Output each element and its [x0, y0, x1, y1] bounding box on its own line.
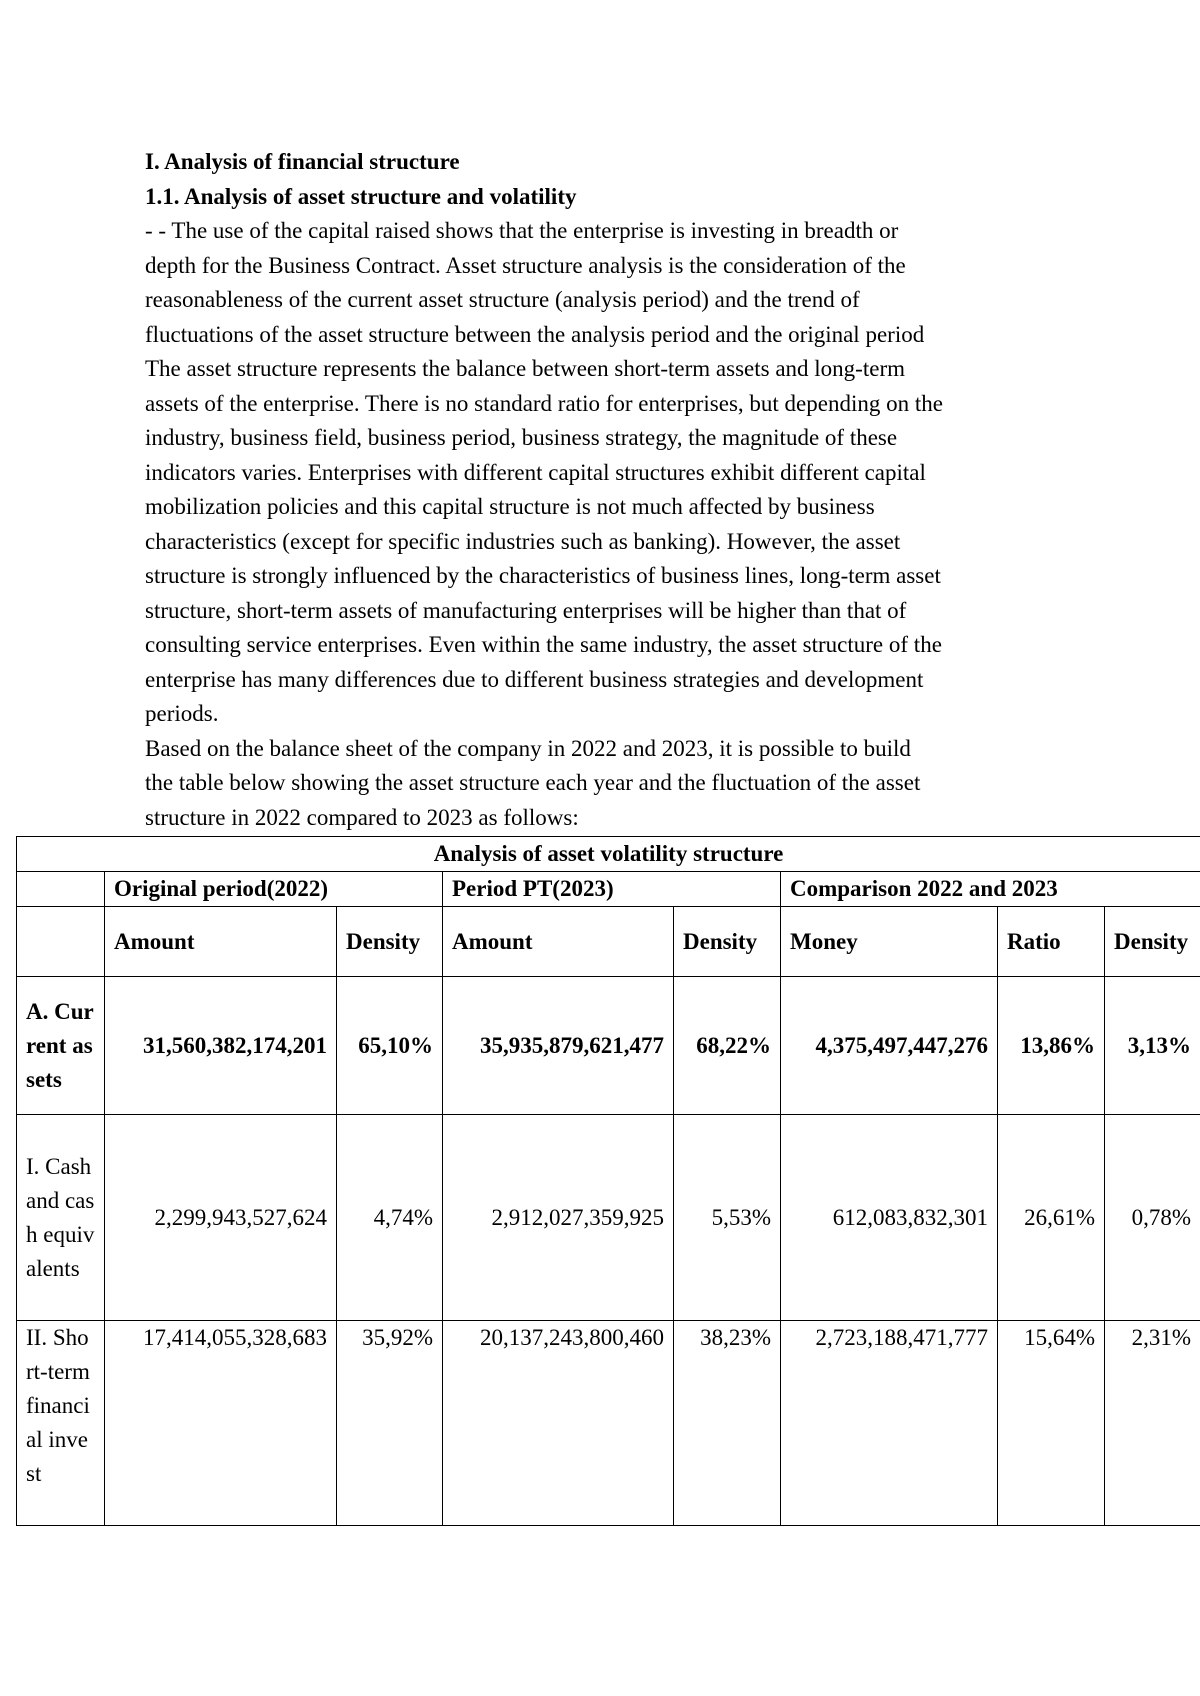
section-heading: I. Analysis of financial structure: [145, 149, 460, 174]
density-2022-cell: 4,74%: [337, 1115, 443, 1321]
paragraph-line: consulting service enterprises. Even within the same industry, the asset structure of the: [145, 632, 942, 657]
density-2022-cell: 35,92%: [337, 1321, 443, 1526]
paragraph-line: depth for the Business Contract. Asset structure analysis is the consideration of the: [145, 252, 906, 278]
group-header-comparison: Comparison 2022 and 2023: [781, 872, 1200, 907]
document-body: [145, 145, 1075, 835]
column-header-ratio: Ratio: [998, 907, 1105, 977]
density-2023-cell: 38,23%: [674, 1321, 781, 1526]
paragraph-line: industry, business field, business period, business strategy, the magnitude of these: [145, 425, 898, 450]
paragraph-line: fluctuations of the asset structure between the analysis period and the original period: [145, 321, 925, 347]
column-header-money: Money: [781, 907, 998, 977]
column-header-density-2022: Density: [337, 907, 443, 977]
money-cell: 4,375,497,447,276: [781, 977, 998, 1115]
column-header-density-change: Density: [1105, 907, 1200, 977]
ratio-cell: 15,64%: [998, 1321, 1105, 1526]
table-row: [17, 977, 1200, 1115]
amount-2023-cell: 35,935,879,621,477: [443, 977, 674, 1115]
paragraph-line: periods.: [145, 701, 219, 726]
money-cell: 2,723,188,471,777: [781, 1321, 998, 1526]
row-label: I. Cash and cash equivalents: [17, 1115, 105, 1321]
empty-header-cell: [17, 872, 105, 907]
table-row: [17, 1115, 1200, 1321]
paragraph-line: structure is strongly influenced by the characteristics of business lines, long-term asset: [145, 563, 941, 588]
paragraph-line: Based on the balance sheet of the company in 2022 and 2023, it is possible to build: [145, 735, 911, 761]
subsection-heading: 1.1. Analysis of asset structure and volatility: [145, 183, 577, 209]
density-change-cell: 0,78%: [1105, 1115, 1200, 1321]
column-header-density-2023: Density: [674, 907, 781, 977]
density-change-cell: 2,31%: [1105, 1321, 1200, 1526]
paragraph-line: - - The use of the capital raised shows that the enterprise is investing in breadth or: [145, 218, 899, 243]
paragraph-line: the table below showing the asset structure each year and the fluctuation of the asset: [145, 770, 921, 795]
density-2023-cell: 68,22%: [674, 977, 781, 1115]
density-2022-cell: 65,10%: [337, 977, 443, 1115]
paragraph-line: mobilization policies and this capital structure is not much affected by business: [145, 494, 875, 519]
paragraph-line: structure in 2022 compared to 2023 as follows:: [145, 804, 579, 830]
paragraph-line: assets of the enterprise. There is no standard ratio for enterprises, but depending on the: [145, 390, 943, 416]
amount-2023-cell: 20,137,243,800,460: [443, 1321, 674, 1526]
paragraph-line: reasonableness of the current asset structure (analysis period) and the trend of: [145, 287, 860, 312]
paragraph-line: enterprise has many differences due to different business strategies and development: [145, 666, 924, 692]
amount-2023-cell: 2,912,027,359,925: [443, 1115, 674, 1321]
group-header-pt: Period PT(2023): [443, 872, 781, 907]
table-caption: Analysis of asset volatility structure: [17, 837, 1200, 872]
column-header-amount-2023: Amount: [443, 907, 674, 977]
column-header-amount-2022: Amount: [105, 907, 337, 977]
asset-volatility-table: [16, 836, 1200, 1526]
group-header-original: Original period(2022): [105, 872, 443, 907]
amount-2022-cell: 2,299,943,527,624: [105, 1115, 337, 1321]
ratio-cell: 26,61%: [998, 1115, 1105, 1321]
empty-header-cell: [17, 907, 105, 977]
money-cell: 612,083,832,301: [781, 1115, 998, 1321]
row-label: A. Current assets: [17, 977, 105, 1115]
paragraph-line: characteristics (except for specific industries such as banking). However, the asset: [145, 528, 901, 554]
row-label: II. Short-term financial invest: [17, 1321, 105, 1526]
density-change-cell: 3,13%: [1105, 977, 1200, 1115]
paragraph-line: structure, short-term assets of manufacturing enterprises will be higher than that of: [145, 597, 907, 623]
table-row: [17, 1321, 1200, 1526]
paragraph-line: The asset structure represents the balance between short-term assets and long-term: [145, 356, 905, 381]
ratio-cell: 13,86%: [998, 977, 1105, 1115]
paragraph-line: indicators varies. Enterprises with different capital structures exhibit different capital: [145, 459, 926, 485]
density-2023-cell: 5,53%: [674, 1115, 781, 1321]
amount-2022-cell: 31,560,382,174,201: [105, 977, 337, 1115]
amount-2022-cell: 17,414,055,328,683: [105, 1321, 337, 1526]
